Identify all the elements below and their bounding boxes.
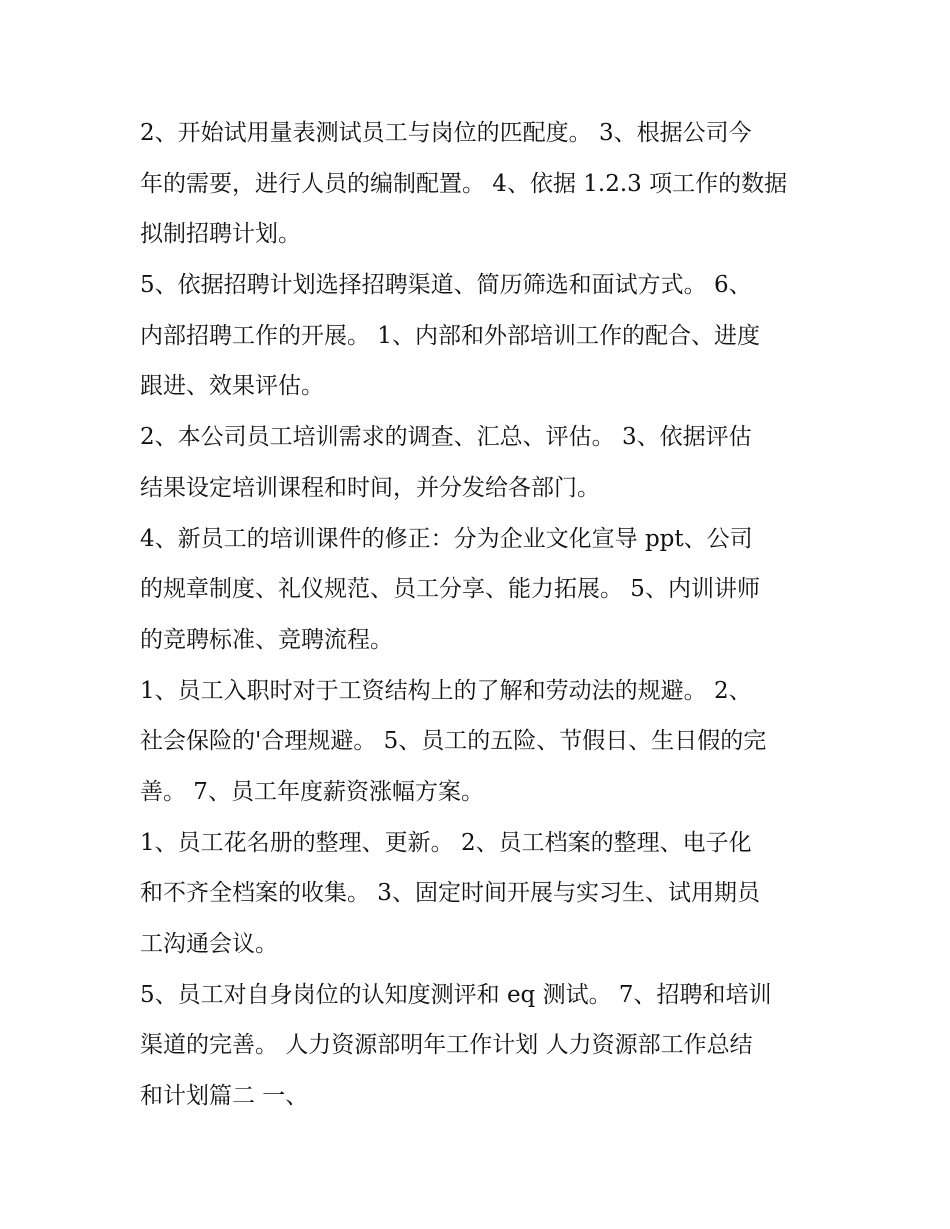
text-line: 2、开始试用量表测试员工与岗位的匹配度。 3、根据公司今	[140, 120, 752, 146]
document-body	[140, 108, 820, 1122]
text-line: 1、员工花名册的整理、更新。 2、员工档案的整理、电子化	[140, 829, 752, 856]
text-line: 拟制招聘计划。	[140, 221, 301, 248]
paragraph-1	[140, 108, 820, 260]
text-line: 内部招聘工作的开展。 1、内部和外部培训工作的配合、进度	[140, 322, 760, 349]
text-line: 跟进、效果评估。	[140, 373, 324, 400]
paragraph-4	[140, 514, 820, 666]
text-line: 4、新员工的培训课件的修正：分为企业文化宣导 ppt、公司	[140, 525, 753, 552]
text-line: 渠道的完善。 人力资源部明年工作计划 人力资源部工作总结	[140, 1032, 753, 1059]
text-line: 2、本公司员工培训需求的调查、汇总、评估。 3、依据评估	[140, 424, 752, 451]
paragraph-5	[140, 666, 820, 818]
text-line: 的规章制度、礼仪规范、员工分享、能力拓展。 5、内训讲师	[140, 576, 760, 603]
text-line: 1、员工入职时对于工资结构上的了解和劳动法的规避。 2、	[140, 677, 752, 704]
text-line: 工沟通会议。	[140, 931, 278, 957]
text-line: 和不齐全档案的收集。 3、固定时间开展与实习生、试用期员	[140, 880, 760, 907]
text-line: 和计划篇二 一、	[140, 1083, 309, 1110]
text-line: 的竞聘标准、竞聘流程。	[140, 626, 393, 653]
text-line: 结果设定培训课程和时间，并分发给各部门。	[140, 474, 600, 501]
text-line: 社会保险的'合理规避。 5、员工的五险、节假日、生日假的完	[140, 728, 767, 755]
text-line: 年的需要，进行人员的编制配置。 4、依据 1.2.3 项工作的数据	[140, 170, 788, 197]
text-line: 善。 7、员工年度薪资涨幅方案。	[140, 778, 484, 805]
text-line: 5、员工对自身岗位的认知度测评和 eq 测试。 7、招聘和培训	[140, 981, 772, 1008]
paragraph-6	[140, 818, 820, 970]
paragraph-7	[140, 970, 820, 1122]
text-line: 5、依据招聘计划选择招聘渠道、简历筛选和面试方式。 6、	[140, 272, 752, 299]
paragraph-3	[140, 412, 820, 513]
paragraph-2	[140, 260, 820, 412]
